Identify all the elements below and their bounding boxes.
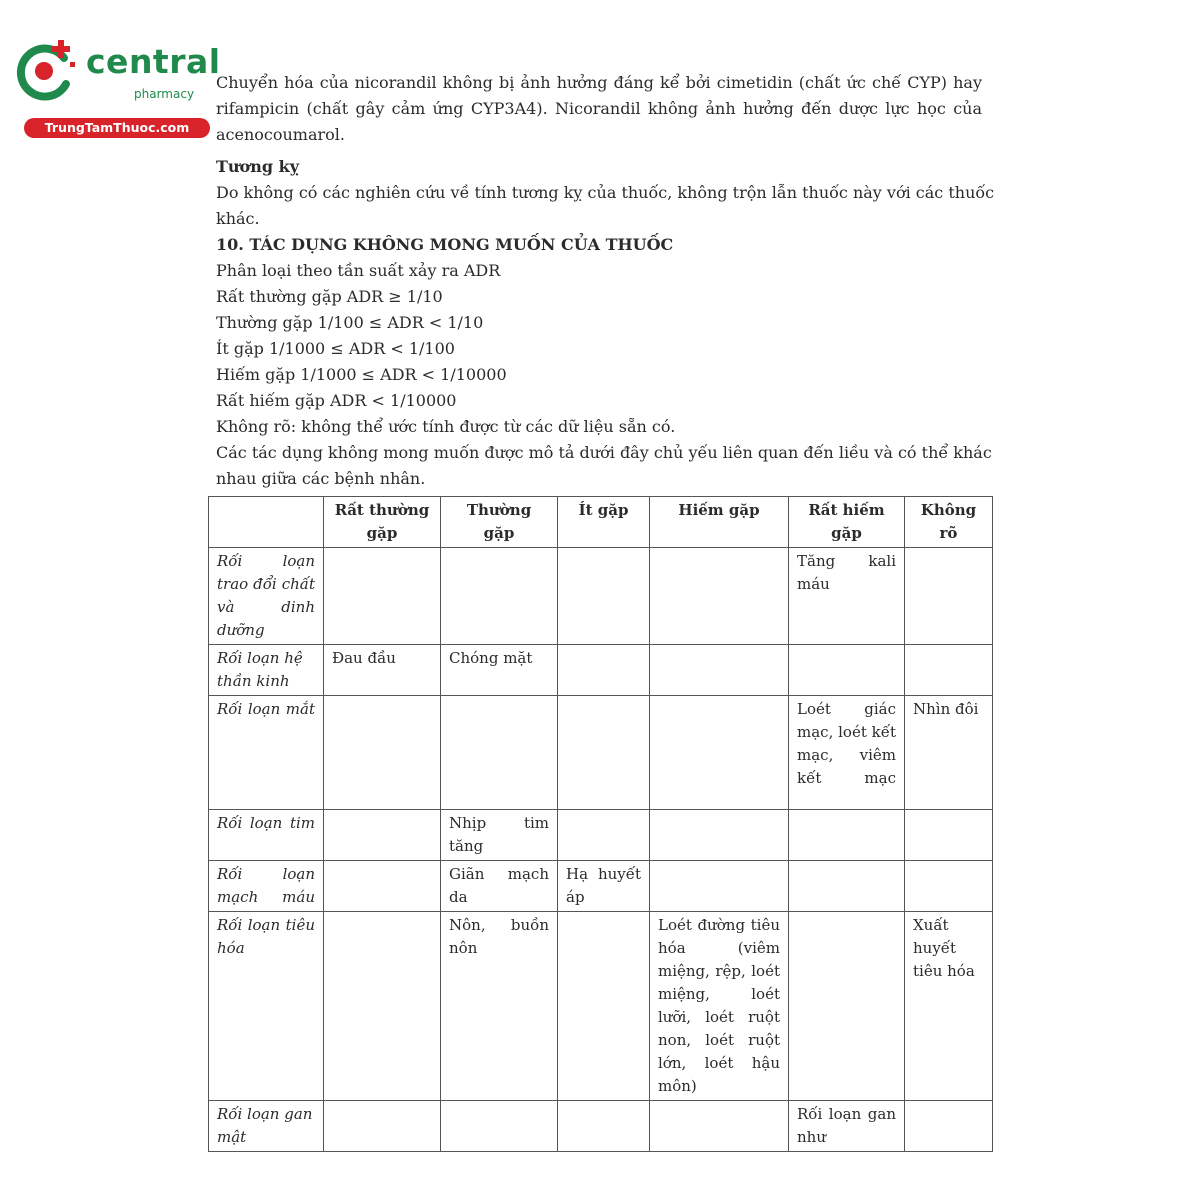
table-header-cell: Ít gặp xyxy=(558,497,650,548)
adverse-reactions-table xyxy=(208,496,993,1152)
row-label: Rối loạn tiêu hóa xyxy=(209,912,324,1101)
table-cell xyxy=(789,861,905,912)
frequency-line: Phân loại theo tần suất xảy ra ADR xyxy=(216,261,501,280)
table-cell xyxy=(324,810,441,861)
table-cell xyxy=(441,1101,558,1152)
table-header-cell: Hiếm gặp xyxy=(650,497,789,548)
table-row xyxy=(209,696,993,810)
table-cell: Loét đường tiêu hóa (viêm miệng, rệp, loét miệng, loét lưỡi, loét ruột non, loét ruột lớn, loét hậu môn) xyxy=(650,912,789,1101)
paragraph-line: khác. xyxy=(216,209,260,228)
table-cell: Nhịp tim tăng xyxy=(441,810,558,861)
table-cell xyxy=(558,696,650,810)
paragraph-line: Các tác dụng không mong muốn được mô tả dưới đây chủ yếu liên quan đến liều và có thể khác xyxy=(216,443,992,462)
table-cell xyxy=(324,548,441,645)
table-row xyxy=(209,810,993,861)
paragraph-line: Chuyển hóa của nicorandil không bị ảnh hưởng đáng kể bởi cimetidin (chất ức chế CYP) hay xyxy=(216,73,982,92)
table-cell xyxy=(650,1101,789,1152)
incompatibility-heading: Tương kỵ xyxy=(216,157,299,176)
paragraph-line: rifampicin (chất gây cảm ứng CYP3A4). Nicorandil không ảnh hưởng đến dược lực học của xyxy=(216,99,982,118)
document-body xyxy=(216,70,995,492)
table-cell xyxy=(650,696,789,810)
site-url-badge[interactable]: TrungTamThuoc.com xyxy=(24,118,210,138)
table-cell: Hạ huyết áp xyxy=(558,861,650,912)
table-row xyxy=(209,912,993,1101)
brand-logo xyxy=(12,38,221,138)
frequency-line: Rất thường gặp ADR ≥ 1/10 xyxy=(216,287,443,306)
table-cell xyxy=(558,645,650,696)
table-header-row xyxy=(209,497,993,548)
table-cell xyxy=(558,1101,650,1152)
brand-name: central xyxy=(86,42,221,81)
frequency-line: Hiếm gặp 1/1000 ≤ ADR < 1/10000 xyxy=(216,365,507,384)
table-cell: Rối loạn gan như xyxy=(789,1101,905,1152)
row-label: Rối loạn gan mật xyxy=(209,1101,324,1152)
central-pharmacy-logo-icon xyxy=(12,38,82,108)
paragraph-line: Do không có các nghiên cứu về tính tương kỵ của thuốc, không trộn lẫn thuốc này với các thuốc xyxy=(216,183,995,202)
table-cell xyxy=(324,1101,441,1152)
table-cell: Chóng mặt xyxy=(441,645,558,696)
table-cell: Tăng kali máu xyxy=(789,548,905,645)
table-cell xyxy=(324,861,441,912)
table-cell xyxy=(650,548,789,645)
table-row xyxy=(209,548,993,645)
table-header-cell xyxy=(209,497,324,548)
brand-subtitle: pharmacy xyxy=(134,87,195,101)
table-cell xyxy=(905,548,993,645)
table-header-cell: Thường gặp xyxy=(441,497,558,548)
table-row xyxy=(209,861,993,912)
table-cell xyxy=(905,861,993,912)
table-cell xyxy=(558,548,650,645)
table-cell xyxy=(441,696,558,810)
table-cell xyxy=(324,696,441,810)
table-cell xyxy=(441,548,558,645)
frequency-line: Ít gặp 1/1000 ≤ ADR < 1/100 xyxy=(216,339,455,358)
table-cell xyxy=(650,810,789,861)
table-header-cell: Rất thường gặp xyxy=(324,497,441,548)
table-cell xyxy=(324,912,441,1101)
table-cell xyxy=(905,1101,993,1152)
section-heading: 10. TÁC DỤNG KHÔNG MONG MUỐN CỦA THUỐC xyxy=(216,235,674,254)
table-row xyxy=(209,1101,993,1152)
frequency-line: Không rõ: không thể ước tính được từ các dữ liệu sẵn có. xyxy=(216,417,676,436)
table-cell: Giãn mạch da xyxy=(441,861,558,912)
table-header-cell: Rất hiếm gặp xyxy=(789,497,905,548)
table-cell: Nhìn đôi xyxy=(905,696,993,810)
table-cell: Xuất huyết tiêu hóa xyxy=(905,912,993,1101)
paragraph-line: acenocoumarol. xyxy=(216,125,345,144)
paragraph-line: nhau giữa các bệnh nhân. xyxy=(216,469,426,488)
table-cell xyxy=(558,912,650,1101)
row-label: Rối loạn mắt xyxy=(209,696,324,810)
table-cell xyxy=(650,861,789,912)
table-cell xyxy=(650,645,789,696)
row-label: Rối loạn trao đổi chất và dinh dưỡng xyxy=(209,548,324,645)
row-label: Rối loạn mạch máu xyxy=(209,861,324,912)
table-cell xyxy=(789,912,905,1101)
row-label: Rối loạn hệ thần kinh xyxy=(209,645,324,696)
frequency-line: Thường gặp 1/100 ≤ ADR < 1/10 xyxy=(216,313,484,332)
row-label: Rối loạn tim xyxy=(209,810,324,861)
table-cell xyxy=(558,810,650,861)
table-cell xyxy=(789,645,905,696)
table-row xyxy=(209,645,993,696)
table-cell: Nôn, buồn nôn xyxy=(441,912,558,1101)
table-cell: Đau đầu xyxy=(324,645,441,696)
table-cell xyxy=(905,810,993,861)
table-cell: Loét giác mạc, loét kết mạc, viêm kết mạc xyxy=(789,696,905,810)
frequency-line: Rất hiếm gặp ADR < 1/10000 xyxy=(216,391,457,410)
table-cell xyxy=(789,810,905,861)
table-cell xyxy=(905,645,993,696)
table-header-cell: Không rõ xyxy=(905,497,993,548)
